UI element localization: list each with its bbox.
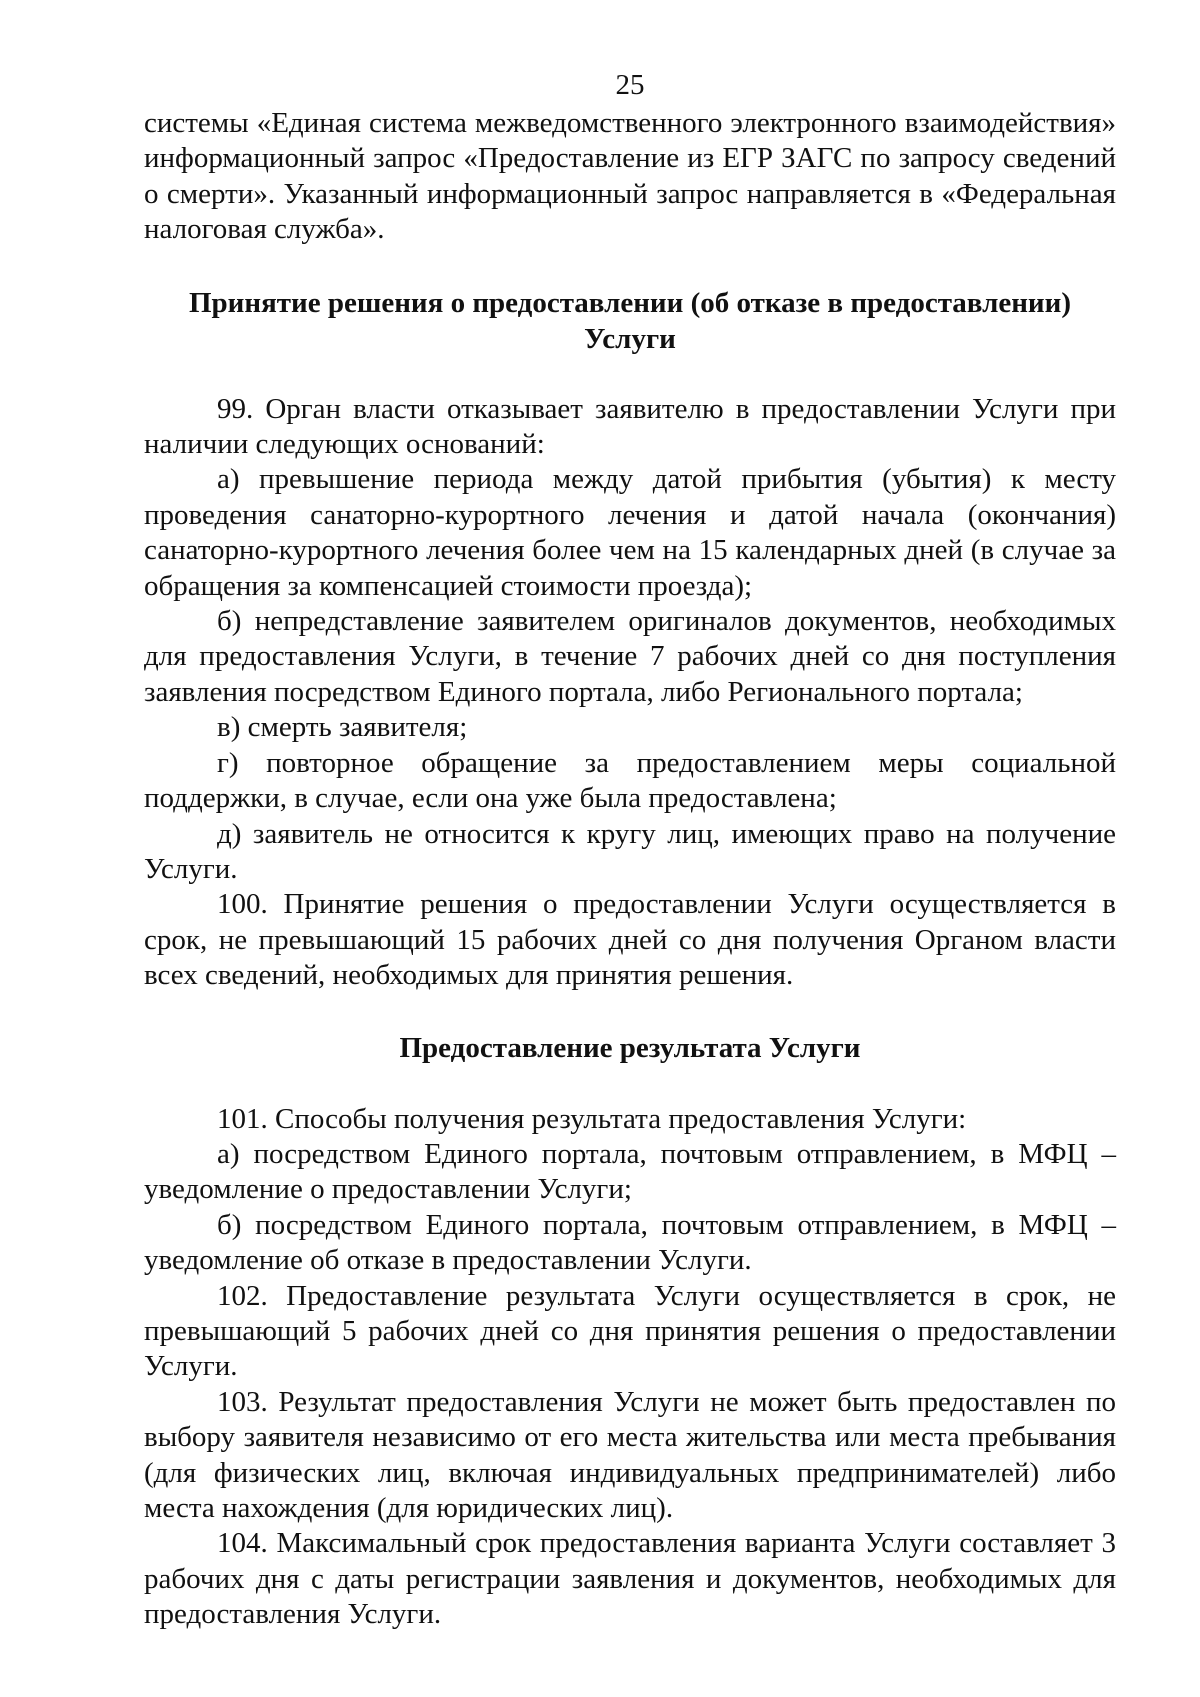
- paragraph-99-a: а) превышение периода между датой прибытия (убытия) к месту проведения санаторно-курортного лечения и датой начала (окончания) санаторно-курортного лечения более чем на 15 календарных дней (в случае за обращения за компенсацией стоимости проезда);: [144, 463, 1116, 602]
- paragraph-104: 104. Максимальный срок предоставления варианта Услуги составляет 3 рабочих дня с даты регистрации заявления и документов, необходимых для предоставления Услуги.: [144, 1527, 1116, 1631]
- paragraph-99-b: б) непредставление заявителем оригиналов документов, необходимых для предоставления Услуги, в течение 7 рабочих дней со дня поступления заявления посредством Единого портала, либо Регионального портала;: [144, 605, 1116, 708]
- document-page: [144, 68, 1116, 1633]
- intro-paragraph: системы «Единая система межведомственного электронного взаимодействия» информационный запрос «Предоставление из ЕГР ЗАГС по запросу сведений о смерти». Указанный информационный запрос направляется в «Федеральная налоговая служба».: [144, 107, 1116, 246]
- paragraph-99: 99. Орган власти отказывает заявителю в предоставлении Услуги при наличии следующих оснований:: [144, 392, 1116, 461]
- paragraph-101: 101. Способы получения результата предоставления Услуги:: [217, 1102, 967, 1135]
- paragraph-99-g: г) повторное обращение за предоставлением меры социальной поддержки, в случае, если она уже была предоставлена;: [144, 746, 1116, 815]
- paragraph-100: 100. Принятие решения о предоставлении Услуги осуществляется в срок, не превышающий 15 рабочих дней со дня получения Органом власти всех сведений, необходимых для принятия решения.: [144, 888, 1116, 992]
- paragraph-103: 103. Результат предоставления Услуги не может быть предоставлен по выбору заявителя независимо от его места жительства или места пребывания (для физических лиц, включая индивидуальных предпринимателей) либо места нахождения (для юридических лиц).: [144, 1385, 1116, 1524]
- section-heading-result: Предоставление результата Услуги: [399, 1031, 861, 1064]
- paragraph-101-a: а) посредством Единого портала, почтовым отправлением, в МФЦ – уведомление о предоставлении Услуги;: [144, 1137, 1116, 1206]
- paragraph-99-v: в) смерть заявителя;: [217, 711, 468, 744]
- paragraph-101-b: б) посредством Единого портала, почтовым отправлением, в МФЦ – уведомление об отказе в предоставлении Услуги.: [144, 1208, 1116, 1277]
- paragraph-99-d: д) заявитель не относится к кругу лиц, имеющих право на получение Услуги.: [144, 817, 1116, 885]
- section-heading-decision: Принятие решения о предоставлении (об отказе в предоставлении) Услуги: [189, 286, 1071, 355]
- page-number: 25: [615, 69, 645, 101]
- paragraph-102: 102. Предоставление результата Услуги осуществляется в срок, не превышающий 5 рабочих дней со дня принятия решения о предоставлении Услуги.: [144, 1279, 1116, 1383]
